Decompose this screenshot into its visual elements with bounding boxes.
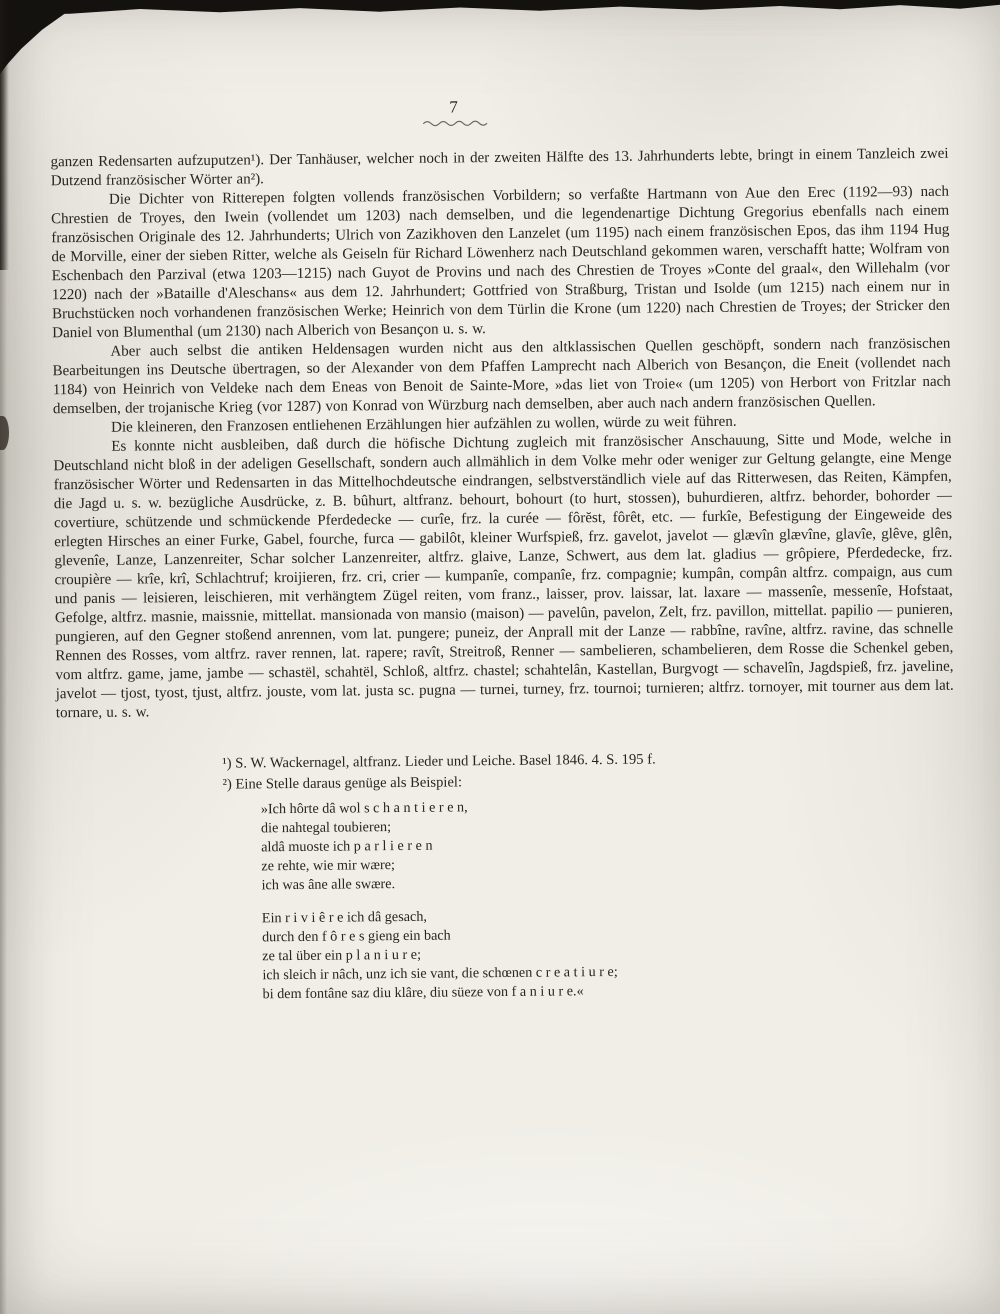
verse-line: ze tal über ein p l a n i u r e;: [262, 946, 422, 965]
verse-line: ze rehte, wie mir wære;: [261, 857, 395, 875]
footnotes-section: [56, 747, 956, 1007]
verse-line: Ein r i v i ê r e ich dâ gesach,: [261, 908, 427, 927]
scan-edge-top: [0, 0, 1000, 15]
verse-stanza-2: [262, 903, 957, 1005]
paragraph-kleinere: Die kleineren, den Franzosen entliehenen Erzählungen hier aufzählen zu wollen, würde zu weit führen.: [111, 413, 737, 436]
verse-line: durch den f ô r e s gieng ein bach: [261, 927, 451, 946]
page-content: [50, 94, 957, 1007]
verse-line: die nahtegal toubieren;: [260, 819, 392, 837]
paragraph-ritterepen: Die Dichter von Ritterepen folgten vollends französischen Vorbildern; so verfaßte Hartmann von Aue den Erec (1192—93) nach Chrestien de Troyes, den Iwein (vollendet um 1203) nach demselben, und die legendenartige Dichtung Gregorius ebenfalls nach einem französischen Originale des 12. Jahrhunderts; Ulrich von Zazikhoven den Lanzelet (um 1195) nach einem französischen Epos, das ihm 1194 Hug de Morville, einer der sieben Ritter, welche als Geiseln für Richard Löwenherz nach Deutschland gekommen waren, verschafft hatte; Wolfram von Eschenbach den Parzival (etwa 1203—1215) nach Guyot de Provins und nach des Chrestien de Troyes »Conte del graal«, den Willehalm (vor 1220) nach der »Bataille d'Aleschans« aus dem 12. Jahrhundert; Gottfried von Straßburg, Tristan und Isolde (um 1215) nach einem nur in Bruchstücken noch vorhandenen französischen Werke; Heinrich von dem Türlin die Krone (um 1220) nach Chrestien de Troyes; der Stricker den Daniel von Blumenthal (um 2130) nach Alberich von Besançon u. s. w.: [51, 183, 951, 342]
verse-line: bi dem fontâne saz diu klâre, diu süeze von f a n i u r e.«: [262, 983, 584, 1003]
footnote-1: ¹) S. W. Wackernagel, altfranz. Lieder und Leiche. Basel 1846. 4. S. 195 f.: [222, 751, 656, 772]
scan-edge-left-faint: [0, 0, 7, 1314]
page-number-underline-squiggle: [421, 118, 487, 128]
verse-line: »Ich hôrte dâ wol s c h a n t i e r e n,: [260, 799, 468, 818]
body-text: [51, 145, 954, 724]
paragraph-heldensagen: Aber auch selbst die antiken Heldensagen wurden nicht aus den altklassischen Quellen geschöpft, sondern nach französischen Bearbeitungen ins Deutsche übertragen, so der Alexander von dem Pfaffen Lamprecht nach Alberich von Besançon, die Eneit (vollendet nach 1184) von Heinrich von Veldeke nach dem Eneas von Benoit de Sainte-More, »das liet von Troie« (um 1205) von Herbort von Fritzlar nach demselben, der trojanische Krieg (vor 1287) von Konrad von Würzburg nach demselben, aber auch nach andern französischen Quellen.: [52, 335, 951, 418]
verse-line: ich was âne alle swære.: [261, 876, 396, 894]
verse-line: ich sleich ir nâch, unz ich sie vant, die schœnen c r e a t i u r e;: [262, 963, 618, 984]
verse-quotation: [223, 794, 957, 1005]
page-header: [5, 94, 903, 132]
paragraph-continuation: ganzen Redensarten aufzuputzen¹). Der Tanhäuser, welcher noch in der zweiten Hälfte des 13. Jahrhunderts lebte, bringt in einem Tanzleich zwei Dutzend französischer Wörter an²).: [50, 145, 949, 190]
paragraph-woerterliste: Es konnte nicht ausbleiben, daß durch die höfische Dichtung zugleich mit französischer Anschauung, Sitte und Mode, welche in Deutschland nicht bloß in der adeligen Gesellschaft, sondern auch allmählich in dem Volke mehr oder weniger zur Geltung gelangte, eine Menge französischer Wörter und Redensarten in das Mittelhochdeutsche eindrangen, selbstverständlich viele auf das Ritterwesen, das Reiten, Kämpfen, die Jagd u. s. w. bezügliche Ausdrücke, z. B. bûhurt, altfranz. behourt, bohourt (to hurt, stossen), buhurdieren, altfrz. behorder, bohorder — covertiure, schützende und schmückende Pferdedecke — curîe, frz. la curée — fôrĕst, fôrêt, etc. — furkîe, Befestigung der Eingeweide des erlegten Hirsches an einer Furke, Gabel, fourche, furca — gabilôt, kleiner Wurfspieß, frz. gavelot, javelot — glævîn glævîne, glavîe, glêve, glên, glevenîe, Lanze, Lanzenreiter, Schar solcher Lanzenreiter, altfrz. glaive, Lanze, Schwert, aus dem lat. gladius — grôpiere, Pferdedecke, frz. croupière — krîe, krî, Schlachtruf; kroijieren, frz. cri, crier — kumpanîe, companîe, frz. compagnie; kumpân, compân altfrz. compaign, aus cum und panis — leisieren, leischieren, mit verhängtem Zügel reiten, vom franz., laisser, prov. laissar, lat. laxare — massenîe, messenîe, Hofstaat, Gefolge, altfrz. masnie, maissnie, mittellat. mansionada von mansio (maison) — pavelûn, pavelon, Zelt, frz. pavillon, mittellat. papilio — punieren, pungieren, auf den Gegner stoßend anrennen, vom lat. pungere; puneiz, der Anprall mit der Lanze — rabbîne, ravîne, altfrz. ravine, das schnelle Rennen des Rosses, vom altfrz. raver rennen, lat. rapere; ravît, Streitroß, Renner — sambelieren, schambelieren, dem Rosse die Schenkel geben, vom altfrz. game, jame, jambe — schastël, schahtël, Schloß, altfrz. chastel; schahtelân, Kastellan, Burgvogt — schavelîn, Jagdspieß, frz. javeline, javelot — tjost, tyost, tjust, altfrz. jouste, vom lat. justa sc. pugna — turnei, turney, frz. tournoi; turnieren; altfrz. tornoyer, mit tourner aus dem lat. tornare, u. s. w.: [53, 430, 954, 722]
page-number: 7: [449, 97, 459, 117]
verse-stanza-1: [261, 794, 956, 896]
verse-line: aldâ muoste ich p a r l i e r e n: [261, 837, 433, 856]
scan-blemish-left: [0, 416, 9, 450]
footnote-2: ²) Eine Stelle daraus genüge als Beispiel:: [222, 774, 463, 793]
